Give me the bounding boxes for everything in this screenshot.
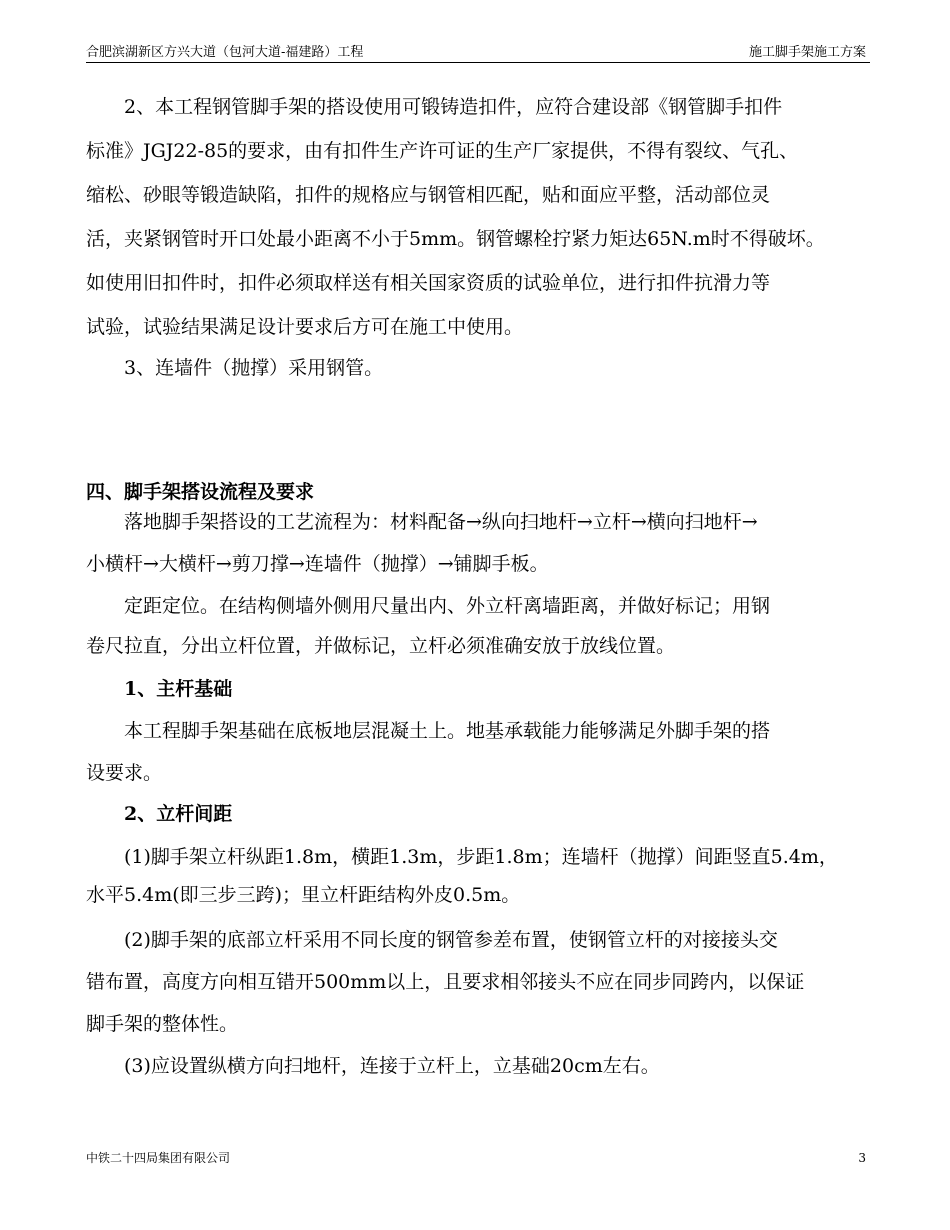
paragraph-line: 错布置，高度方向相互错开500mm以上，且要求相邻接头不应在同步同跨内，以保证 xyxy=(86,971,805,993)
paragraph-line: 定距定位。在结构侧墙外侧用尺量出内、外立杆离墙距离，并做好标记；用钢 xyxy=(86,595,771,617)
footer-company: 中铁二十四局集团有限公司 xyxy=(86,1151,231,1165)
page-number: 3 xyxy=(858,1151,866,1165)
page-footer xyxy=(86,1150,870,1166)
subsection-heading: 1、主杆基础 xyxy=(86,678,233,700)
header-project-title: 合肥滨湖新区方兴大道（包河大道-福建路）工程 xyxy=(86,45,364,60)
paragraph-line: 2、本工程钢管脚手架的搭设使用可锻铸造扣件，应符合建设部《钢管脚手扣件 xyxy=(86,96,783,118)
paragraph-line: (3)应设置纵横方向扫地杆，连接于立杆上，立基础20cm左右。 xyxy=(86,1055,660,1077)
paragraph-line: (1)脚手架立杆纵距1.8m，横距1.3m，步距1.8m；连墙杆（抛撑）间距竖直5.4m， xyxy=(86,846,838,868)
paragraph-line: 设要求。 xyxy=(86,762,163,784)
paragraph-line: 如使用旧扣件时，扣件必须取样送有相关国家资质的试验单位，进行扣件抗滑力等 xyxy=(86,272,771,294)
section-heading: 四、脚手架搭设流程及要求 xyxy=(86,481,315,503)
header-divider xyxy=(86,62,870,63)
paragraph-line: 小横杆→大横杆→剪刀撑→连墙件（抛撑）→铺脚手板。 xyxy=(86,553,549,575)
paragraph-line: 水平5.4m(即三步三跨)；里立杆距结构外皮0.5m。 xyxy=(86,884,521,906)
header-document-title: 施工脚手架施工方案 xyxy=(748,45,866,60)
paragraph-line: 脚手架的整体性。 xyxy=(86,1013,239,1035)
paragraph-line: 标准》JGJ22-85的要求，由有扣件生产许可证的生产厂家提供，不得有裂纹、气孔、 xyxy=(86,140,799,162)
paragraph-line: 3、连墙件（抛撑）采用钢管。 xyxy=(86,357,384,379)
paragraph-line: 落地脚手架搭设的工艺流程为：材料配备→纵向扫地杆→立杆→横向扫地杆→ xyxy=(86,511,758,533)
paragraph-line: (2)脚手架的底部立杆采用不同长度的钢管参差布置，使钢管立杆的对接接头交 xyxy=(86,929,778,951)
paragraph-line: 试验，试验结果满足设计要求后方可在施工中使用。 xyxy=(86,316,524,338)
subsection-heading: 2、立杆间距 xyxy=(86,803,233,825)
paragraph-line: 卷尺拉直，分出立杆位置，并做标记，立杆必须准确安放于放线位置。 xyxy=(86,635,676,657)
paragraph-line: 缩松、砂眼等锻造缺陷，扣件的规格应与钢管相匹配，贴和面应平整，活动部位灵 xyxy=(86,184,771,206)
paragraph-line: 活，夹紧钢管时开口处最小距离不小于5mm。钢管螺栓拧紧力矩达65N.m时不得破坏。 xyxy=(86,228,825,250)
page-header xyxy=(86,44,870,62)
paragraph-line: 本工程脚手架基础在底板地层混凝土上。地基承载能力能够满足外脚手架的搭 xyxy=(86,720,771,742)
